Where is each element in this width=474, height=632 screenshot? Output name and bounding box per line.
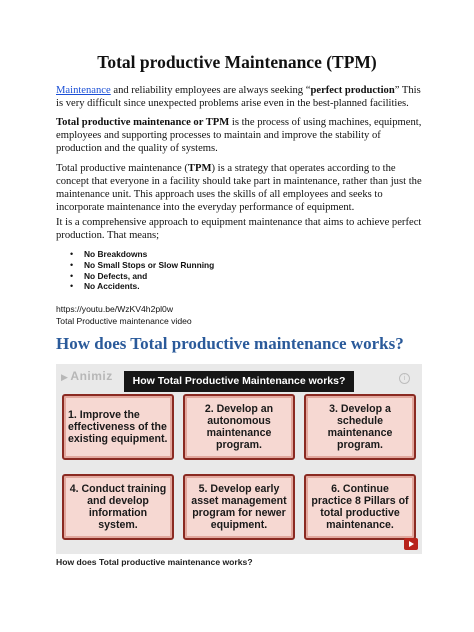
- tpm-figure: [56, 364, 422, 554]
- approach-paragraph: It is a comprehensive approach to equipment maintenance that aims to achieve perfect production. That means;: [56, 217, 422, 241]
- step-box-6: 6. Continue practice 8 Pillars of total productive maintenance.: [304, 474, 416, 540]
- step-box-3: 3. Develop a schedule maintenance program.: [304, 394, 416, 460]
- goals-list: [70, 249, 214, 292]
- maintenance-link[interactable]: Maintenance: [56, 85, 111, 96]
- strategy-paragraph: [56, 162, 422, 214]
- figure-caption: How does Total productive maintenance works?: [56, 557, 253, 567]
- bullet-icon: •: [70, 281, 74, 292]
- step-box-1: 1. Improve the effectiveness of the existing equipment.: [62, 394, 174, 460]
- definition-bold: Total productive maintenance or TPM: [56, 117, 230, 128]
- figure-banner: How Total Productive Maintenance works?: [124, 371, 354, 392]
- video-badge-icon: [404, 538, 418, 550]
- brand-logo: ▶ Animiz: [61, 369, 113, 383]
- list-item: • No Defects, and: [70, 270, 148, 281]
- list-item: • No Small Stops or Slow Running: [70, 259, 215, 270]
- definition-paragraph: [56, 116, 422, 155]
- intro-bold: perfect production: [310, 85, 395, 96]
- bullet-icon: •: [70, 259, 74, 270]
- video-label: Total Productive maintenance video: [56, 316, 192, 326]
- section-heading: How does Total productive maintenance works?: [56, 334, 404, 353]
- list-item: • No Accidents.: [70, 281, 140, 292]
- play-icon: ▶: [61, 372, 69, 382]
- video-url[interactable]: https://youtu.be/WzKV4h2pl0w: [56, 304, 174, 314]
- info-icon: i: [399, 373, 410, 384]
- page-title: Total productive Maintenance (TPM): [97, 52, 377, 72]
- step-box-5: 5. Develop early asset management program for newer equipment.: [183, 474, 295, 540]
- strategy-bold: TPM: [187, 163, 212, 174]
- strategy-text-2: ) is a strategy that operates according to the concept that everyone in a facility should take part in maintenance, rather than just the maintenance unit. This approach uses the skills of all employees and seeks to incorporate maintenance into the everyday performance of equipment.: [56, 163, 422, 213]
- intro-text-1: and reliability employees are always seeking “: [110, 85, 311, 96]
- intro-text-2: ” This is very difficult since unexpected problems arise even in the best-planned facilities.: [56, 85, 421, 109]
- step-box-2: 2. Develop an autonomous maintenance program.: [183, 394, 295, 460]
- list-item: • No Breakdowns: [70, 249, 148, 259]
- bullet-icon: •: [70, 249, 74, 259]
- bullet-icon: •: [70, 270, 74, 281]
- definition-text: is the process of using machines, equipment, employees and supporting processes to maintain and improve the stability of production and the quality of systems.: [56, 117, 422, 154]
- intro-paragraph: [56, 84, 422, 110]
- strategy-text-1: Total productive maintenance (: [56, 163, 188, 174]
- step-box-4: 4. Conduct training and develop information system.: [62, 474, 174, 540]
